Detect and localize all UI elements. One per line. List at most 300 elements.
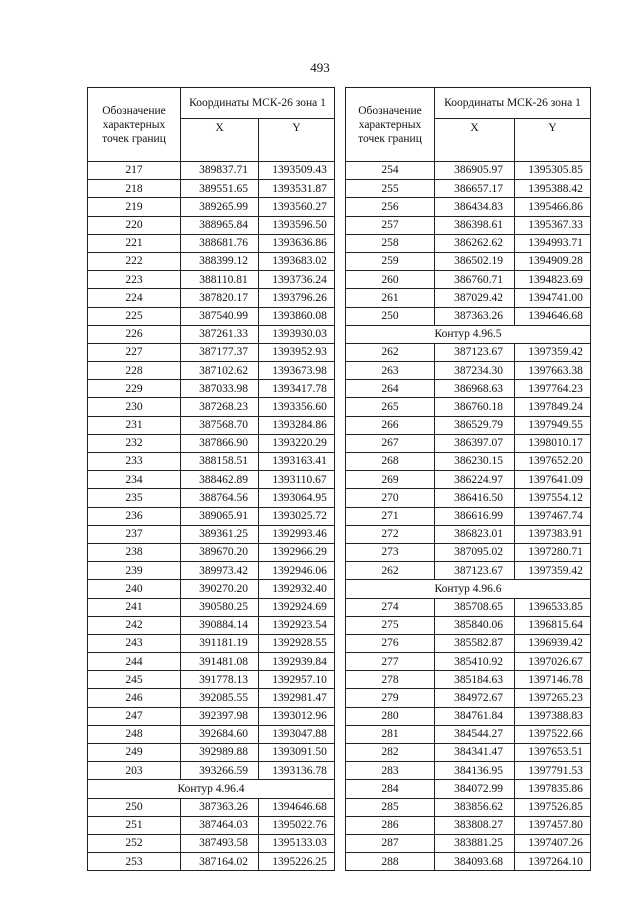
point-number-cell: 232 xyxy=(88,434,181,452)
point-number-cell: 279 xyxy=(346,689,435,707)
point-number-cell: 283 xyxy=(346,762,435,780)
table-row xyxy=(88,816,335,834)
table-row xyxy=(346,198,591,216)
table-row xyxy=(88,252,335,270)
point-number-cell: 269 xyxy=(346,471,435,489)
point-number-cell: 258 xyxy=(346,234,435,252)
y-coordinate-cell: 1393636.86 xyxy=(259,234,335,252)
x-coordinate-cell: 383856.62 xyxy=(435,798,515,816)
point-number-cell: 265 xyxy=(346,398,435,416)
y-coordinate-cell: 1397026.67 xyxy=(515,653,591,671)
y-coordinate-cell: 1397359.42 xyxy=(515,562,591,580)
table-row xyxy=(346,616,591,634)
x-coordinate-cell: 387261.33 xyxy=(181,325,259,343)
y-coordinate-cell: 1396939.42 xyxy=(515,634,591,652)
contour-row xyxy=(346,325,591,343)
coordinates-table-left xyxy=(87,87,335,871)
point-number-cell: 242 xyxy=(88,616,181,634)
y-coordinate-cell: 1395388.42 xyxy=(515,180,591,198)
point-number-cell: 249 xyxy=(88,744,181,762)
y-coordinate-cell: 1393509.43 xyxy=(259,162,335,180)
table-row xyxy=(88,834,335,852)
point-number-cell: 255 xyxy=(346,180,435,198)
table-row xyxy=(346,598,591,616)
point-number-cell: 288 xyxy=(346,853,435,871)
x-column-header: X xyxy=(181,119,259,162)
y-coordinate-cell: 1397835.86 xyxy=(515,780,591,798)
point-number-cell: 222 xyxy=(88,252,181,270)
y-coordinate-cell: 1393136.78 xyxy=(259,762,335,780)
y-coordinate-cell: 1393025.72 xyxy=(259,507,335,525)
table-row xyxy=(88,671,335,689)
point-number-cell: 266 xyxy=(346,416,435,434)
point-number-cell: 262 xyxy=(346,343,435,361)
point-number-cell: 267 xyxy=(346,434,435,452)
x-coordinate-cell: 387123.67 xyxy=(435,343,515,361)
point-number-cell: 254 xyxy=(346,162,435,180)
x-coordinate-cell: 385840.06 xyxy=(435,616,515,634)
point-number-cell: 273 xyxy=(346,543,435,561)
point-number-cell: 250 xyxy=(88,798,181,816)
y-coordinate-cell: 1393952.93 xyxy=(259,343,335,361)
x-coordinate-cell: 387095.02 xyxy=(435,543,515,561)
table-row xyxy=(88,234,335,252)
point-number-cell: 218 xyxy=(88,180,181,198)
table-row xyxy=(346,543,591,561)
x-coordinate-cell: 390270.20 xyxy=(181,580,259,598)
table-row xyxy=(88,653,335,671)
y-coordinate-cell: 1393110.67 xyxy=(259,471,335,489)
table-row xyxy=(346,453,591,471)
point-number-cell: 257 xyxy=(346,216,435,234)
x-coordinate-cell: 392989.88 xyxy=(181,744,259,762)
table-row xyxy=(346,816,591,834)
table-body-right xyxy=(346,162,591,871)
y-coordinate-cell: 1397280.71 xyxy=(515,543,591,561)
table-row xyxy=(346,180,591,198)
y-coordinate-cell: 1393163.41 xyxy=(259,453,335,471)
table-row xyxy=(88,434,335,452)
y-coordinate-cell: 1397949.55 xyxy=(515,416,591,434)
table-row xyxy=(346,834,591,852)
y-coordinate-cell: 1394646.68 xyxy=(259,798,335,816)
point-number-cell: 271 xyxy=(346,507,435,525)
table-row xyxy=(346,289,591,307)
y-coordinate-cell: 1397359.42 xyxy=(515,343,591,361)
point-number-cell: 287 xyxy=(346,834,435,852)
table-row xyxy=(88,325,335,343)
y-coordinate-cell: 1392946.06 xyxy=(259,562,335,580)
x-coordinate-cell: 385708.65 xyxy=(435,598,515,616)
table-row xyxy=(88,725,335,743)
x-coordinate-cell: 386760.18 xyxy=(435,398,515,416)
y-coordinate-cell: 1397653.51 xyxy=(515,744,591,762)
point-number-cell: 260 xyxy=(346,271,435,289)
table-row xyxy=(88,289,335,307)
y-coordinate-cell: 1395305.85 xyxy=(515,162,591,180)
table-row xyxy=(346,525,591,543)
point-number-cell: 224 xyxy=(88,289,181,307)
x-coordinate-cell: 384136.95 xyxy=(435,762,515,780)
point-number-cell: 230 xyxy=(88,398,181,416)
y-coordinate-cell: 1397791.53 xyxy=(515,762,591,780)
point-number-cell: 234 xyxy=(88,471,181,489)
table-row xyxy=(346,634,591,652)
table-row xyxy=(88,398,335,416)
contour-row xyxy=(88,780,335,798)
x-coordinate-cell: 388110.81 xyxy=(181,271,259,289)
point-number-cell: 284 xyxy=(346,780,435,798)
table-row xyxy=(346,562,591,580)
point-number-cell: 280 xyxy=(346,707,435,725)
table-row xyxy=(88,307,335,325)
table-row xyxy=(346,762,591,780)
point-label-header: Обозначение характерных точек границ xyxy=(88,88,181,162)
y-coordinate-cell: 1396533.85 xyxy=(515,598,591,616)
x-coordinate-cell: 388158.51 xyxy=(181,453,259,471)
x-coordinate-cell: 386416.50 xyxy=(435,489,515,507)
x-coordinate-cell: 389670.20 xyxy=(181,543,259,561)
point-number-cell: 220 xyxy=(88,216,181,234)
x-coordinate-cell: 387123.67 xyxy=(435,562,515,580)
table-row xyxy=(346,671,591,689)
x-coordinate-cell: 386434.83 xyxy=(435,198,515,216)
table-row xyxy=(346,471,591,489)
x-coordinate-cell: 392397.98 xyxy=(181,707,259,725)
point-number-cell: 264 xyxy=(346,380,435,398)
point-number-cell: 233 xyxy=(88,453,181,471)
contour-row xyxy=(346,580,591,598)
table-row xyxy=(88,525,335,543)
y-coordinate-cell: 1393091.50 xyxy=(259,744,335,762)
coords-title-header: Координаты МСК-26 зона 1 xyxy=(435,88,591,119)
y-coordinate-cell: 1393930.03 xyxy=(259,325,335,343)
x-coordinate-cell: 392085.55 xyxy=(181,689,259,707)
table-row xyxy=(346,780,591,798)
x-coordinate-cell: 387268.23 xyxy=(181,398,259,416)
point-number-cell: 246 xyxy=(88,689,181,707)
x-coordinate-cell: 388399.12 xyxy=(181,252,259,270)
table-row xyxy=(346,434,591,452)
table-row xyxy=(346,362,591,380)
table-row xyxy=(346,252,591,270)
point-number-cell: 256 xyxy=(346,198,435,216)
y-column-header: Y xyxy=(515,119,591,162)
point-number-cell: 238 xyxy=(88,543,181,561)
table-row xyxy=(346,307,591,325)
x-coordinate-cell: 388462.89 xyxy=(181,471,259,489)
table-row xyxy=(88,707,335,725)
y-coordinate-cell: 1393683.02 xyxy=(259,252,335,270)
x-coordinate-cell: 387177.37 xyxy=(181,343,259,361)
point-number-cell: 223 xyxy=(88,271,181,289)
x-coordinate-cell: 387820.17 xyxy=(181,289,259,307)
x-coordinate-cell: 384072.99 xyxy=(435,780,515,798)
table-row xyxy=(88,180,335,198)
table-row xyxy=(88,362,335,380)
x-coordinate-cell: 386529.79 xyxy=(435,416,515,434)
y-column-header: Y xyxy=(259,119,335,162)
table-row xyxy=(88,271,335,289)
y-coordinate-cell: 1397849.24 xyxy=(515,398,591,416)
table-row xyxy=(88,416,335,434)
y-coordinate-cell: 1393284.86 xyxy=(259,416,335,434)
table-body-left xyxy=(88,162,335,871)
x-coordinate-cell: 386760.71 xyxy=(435,271,515,289)
point-number-cell: 203 xyxy=(88,762,181,780)
x-coordinate-cell: 386262.62 xyxy=(435,234,515,252)
table-row xyxy=(346,507,591,525)
y-coordinate-cell: 1393531.87 xyxy=(259,180,335,198)
x-coordinate-cell: 389265.99 xyxy=(181,198,259,216)
x-coordinate-cell: 386616.99 xyxy=(435,507,515,525)
point-number-cell: 229 xyxy=(88,380,181,398)
y-coordinate-cell: 1394993.71 xyxy=(515,234,591,252)
x-coordinate-cell: 386905.97 xyxy=(435,162,515,180)
x-coordinate-cell: 385410.92 xyxy=(435,653,515,671)
table-row xyxy=(88,853,335,871)
y-coordinate-cell: 1394909.28 xyxy=(515,252,591,270)
table-row xyxy=(346,398,591,416)
y-coordinate-cell: 1394823.69 xyxy=(515,271,591,289)
y-coordinate-cell: 1396815.64 xyxy=(515,616,591,634)
y-coordinate-cell: 1393064.95 xyxy=(259,489,335,507)
x-coordinate-cell: 384093.68 xyxy=(435,853,515,871)
point-number-cell: 285 xyxy=(346,798,435,816)
x-coordinate-cell: 386224.97 xyxy=(435,471,515,489)
point-number-cell: 261 xyxy=(346,289,435,307)
point-number-cell: 217 xyxy=(88,162,181,180)
x-coordinate-cell: 387102.62 xyxy=(181,362,259,380)
point-number-cell: 227 xyxy=(88,343,181,361)
point-number-cell: 241 xyxy=(88,598,181,616)
table-row xyxy=(88,216,335,234)
point-number-cell: 253 xyxy=(88,853,181,871)
page-number: 493 xyxy=(310,60,330,75)
point-number-cell: 286 xyxy=(346,816,435,834)
x-coordinate-cell: 386230.15 xyxy=(435,453,515,471)
x-coordinate-cell: 390580.25 xyxy=(181,598,259,616)
x-coordinate-cell: 391481.08 xyxy=(181,653,259,671)
y-coordinate-cell: 1393417.78 xyxy=(259,380,335,398)
x-coordinate-cell: 386657.17 xyxy=(435,180,515,198)
table-row xyxy=(88,343,335,361)
contour-label: Контур 4.96.5 xyxy=(346,325,591,343)
x-coordinate-cell: 391181.19 xyxy=(181,634,259,652)
x-coordinate-cell: 387493.58 xyxy=(181,834,259,852)
x-coordinate-cell: 383881.25 xyxy=(435,834,515,852)
x-coordinate-cell: 388764.56 xyxy=(181,489,259,507)
y-coordinate-cell: 1397526.85 xyxy=(515,798,591,816)
y-coordinate-cell: 1397407.26 xyxy=(515,834,591,852)
y-coordinate-cell: 1394741.00 xyxy=(515,289,591,307)
y-coordinate-cell: 1392966.29 xyxy=(259,543,335,561)
x-coordinate-cell: 393266.59 xyxy=(181,762,259,780)
point-number-cell: 251 xyxy=(88,816,181,834)
x-coordinate-cell: 386398.61 xyxy=(435,216,515,234)
point-number-cell: 281 xyxy=(346,725,435,743)
y-coordinate-cell: 1397264.10 xyxy=(515,853,591,871)
table-row xyxy=(88,616,335,634)
point-number-cell: 245 xyxy=(88,671,181,689)
y-coordinate-cell: 1392993.46 xyxy=(259,525,335,543)
point-number-cell: 277 xyxy=(346,653,435,671)
y-coordinate-cell: 1398010.17 xyxy=(515,434,591,452)
x-coordinate-cell: 389065.91 xyxy=(181,507,259,525)
point-number-cell: 263 xyxy=(346,362,435,380)
point-number-cell: 262 xyxy=(346,562,435,580)
x-coordinate-cell: 389973.42 xyxy=(181,562,259,580)
y-coordinate-cell: 1392957.10 xyxy=(259,671,335,689)
y-coordinate-cell: 1397641.09 xyxy=(515,471,591,489)
table-row xyxy=(88,507,335,525)
y-coordinate-cell: 1393796.26 xyxy=(259,289,335,307)
y-coordinate-cell: 1397146.78 xyxy=(515,671,591,689)
point-number-cell: 243 xyxy=(88,634,181,652)
table-row xyxy=(88,453,335,471)
point-number-cell: 276 xyxy=(346,634,435,652)
table-row xyxy=(88,634,335,652)
point-number-cell: 268 xyxy=(346,453,435,471)
table-row xyxy=(88,162,335,180)
table-row xyxy=(346,725,591,743)
table-row xyxy=(346,416,591,434)
x-coordinate-cell: 386397.07 xyxy=(435,434,515,452)
y-coordinate-cell: 1394646.68 xyxy=(515,307,591,325)
y-coordinate-cell: 1393560.27 xyxy=(259,198,335,216)
y-coordinate-cell: 1393736.24 xyxy=(259,271,335,289)
point-number-cell: 231 xyxy=(88,416,181,434)
point-number-cell: 237 xyxy=(88,525,181,543)
y-coordinate-cell: 1397467.74 xyxy=(515,507,591,525)
y-coordinate-cell: 1393673.98 xyxy=(259,362,335,380)
point-number-cell: 250 xyxy=(346,307,435,325)
table-row xyxy=(346,707,591,725)
x-coordinate-cell: 384761.84 xyxy=(435,707,515,725)
x-coordinate-cell: 387234.30 xyxy=(435,362,515,380)
y-coordinate-cell: 1397265.23 xyxy=(515,689,591,707)
table-row xyxy=(346,798,591,816)
point-number-cell: 219 xyxy=(88,198,181,216)
point-number-cell: 244 xyxy=(88,653,181,671)
x-coordinate-cell: 384341.47 xyxy=(435,744,515,762)
table-row xyxy=(88,689,335,707)
point-number-cell: 240 xyxy=(88,580,181,598)
table-row xyxy=(346,234,591,252)
y-coordinate-cell: 1397388.83 xyxy=(515,707,591,725)
table-row xyxy=(346,343,591,361)
x-coordinate-cell: 387866.90 xyxy=(181,434,259,452)
table-row xyxy=(88,471,335,489)
x-coordinate-cell: 387363.26 xyxy=(435,307,515,325)
point-number-cell: 226 xyxy=(88,325,181,343)
contour-label: Контур 4.96.4 xyxy=(88,780,335,798)
x-coordinate-cell: 387568.70 xyxy=(181,416,259,434)
table-row xyxy=(346,653,591,671)
y-coordinate-cell: 1397663.38 xyxy=(515,362,591,380)
point-number-cell: 259 xyxy=(346,252,435,270)
y-coordinate-cell: 1393356.60 xyxy=(259,398,335,416)
table-row xyxy=(346,380,591,398)
y-coordinate-cell: 1393047.88 xyxy=(259,725,335,743)
x-coordinate-cell: 392684.60 xyxy=(181,725,259,743)
point-number-cell: 282 xyxy=(346,744,435,762)
y-coordinate-cell: 1393860.08 xyxy=(259,307,335,325)
y-coordinate-cell: 1395133.03 xyxy=(259,834,335,852)
y-coordinate-cell: 1392981.47 xyxy=(259,689,335,707)
point-number-cell: 278 xyxy=(346,671,435,689)
x-coordinate-cell: 386968.63 xyxy=(435,380,515,398)
table-row xyxy=(88,598,335,616)
y-coordinate-cell: 1397652.20 xyxy=(515,453,591,471)
x-coordinate-cell: 391778.13 xyxy=(181,671,259,689)
table-row xyxy=(346,271,591,289)
x-coordinate-cell: 389551.65 xyxy=(181,180,259,198)
x-coordinate-cell: 385582.87 xyxy=(435,634,515,652)
point-number-cell: 272 xyxy=(346,525,435,543)
point-number-cell: 270 xyxy=(346,489,435,507)
point-number-cell: 239 xyxy=(88,562,181,580)
table-row xyxy=(88,198,335,216)
point-number-cell: 275 xyxy=(346,616,435,634)
y-coordinate-cell: 1393012.96 xyxy=(259,707,335,725)
x-coordinate-cell: 388965.84 xyxy=(181,216,259,234)
y-coordinate-cell: 1397764.23 xyxy=(515,380,591,398)
table-row xyxy=(346,853,591,871)
x-coordinate-cell: 386823.01 xyxy=(435,525,515,543)
x-coordinate-cell: 390884.14 xyxy=(181,616,259,634)
table-row xyxy=(88,543,335,561)
y-coordinate-cell: 1393220.29 xyxy=(259,434,335,452)
point-number-cell: 221 xyxy=(88,234,181,252)
table-row xyxy=(346,744,591,762)
y-coordinate-cell: 1397522.66 xyxy=(515,725,591,743)
x-coordinate-cell: 389361.25 xyxy=(181,525,259,543)
x-coordinate-cell: 386502.19 xyxy=(435,252,515,270)
x-coordinate-cell: 389837.71 xyxy=(181,162,259,180)
table-row xyxy=(346,489,591,507)
y-coordinate-cell: 1397457.80 xyxy=(515,816,591,834)
point-number-cell: 228 xyxy=(88,362,181,380)
point-number-cell: 248 xyxy=(88,725,181,743)
y-coordinate-cell: 1397554.12 xyxy=(515,489,591,507)
x-coordinate-cell: 387540.99 xyxy=(181,307,259,325)
table-row xyxy=(88,762,335,780)
y-coordinate-cell: 1392924.69 xyxy=(259,598,335,616)
table-row xyxy=(88,798,335,816)
point-number-cell: 247 xyxy=(88,707,181,725)
x-coordinate-cell: 387164.02 xyxy=(181,853,259,871)
table-row xyxy=(88,562,335,580)
y-coordinate-cell: 1395466.86 xyxy=(515,198,591,216)
x-coordinate-cell: 383808.27 xyxy=(435,816,515,834)
x-coordinate-cell: 384544.27 xyxy=(435,725,515,743)
y-coordinate-cell: 1397383.91 xyxy=(515,525,591,543)
table-row xyxy=(88,489,335,507)
point-label-header: Обозначение характерных точек границ xyxy=(346,88,435,162)
y-coordinate-cell: 1392932.40 xyxy=(259,580,335,598)
coords-title-header: Координаты МСК-26 зона 1 xyxy=(181,88,335,119)
x-coordinate-cell: 384972.67 xyxy=(435,689,515,707)
y-coordinate-cell: 1392923.54 xyxy=(259,616,335,634)
x-coordinate-cell: 388681.76 xyxy=(181,234,259,252)
point-number-cell: 225 xyxy=(88,307,181,325)
y-coordinate-cell: 1395367.33 xyxy=(515,216,591,234)
table-row xyxy=(346,689,591,707)
table-row xyxy=(88,744,335,762)
contour-label: Контур 4.96.6 xyxy=(346,580,591,598)
x-coordinate-cell: 387464.03 xyxy=(181,816,259,834)
